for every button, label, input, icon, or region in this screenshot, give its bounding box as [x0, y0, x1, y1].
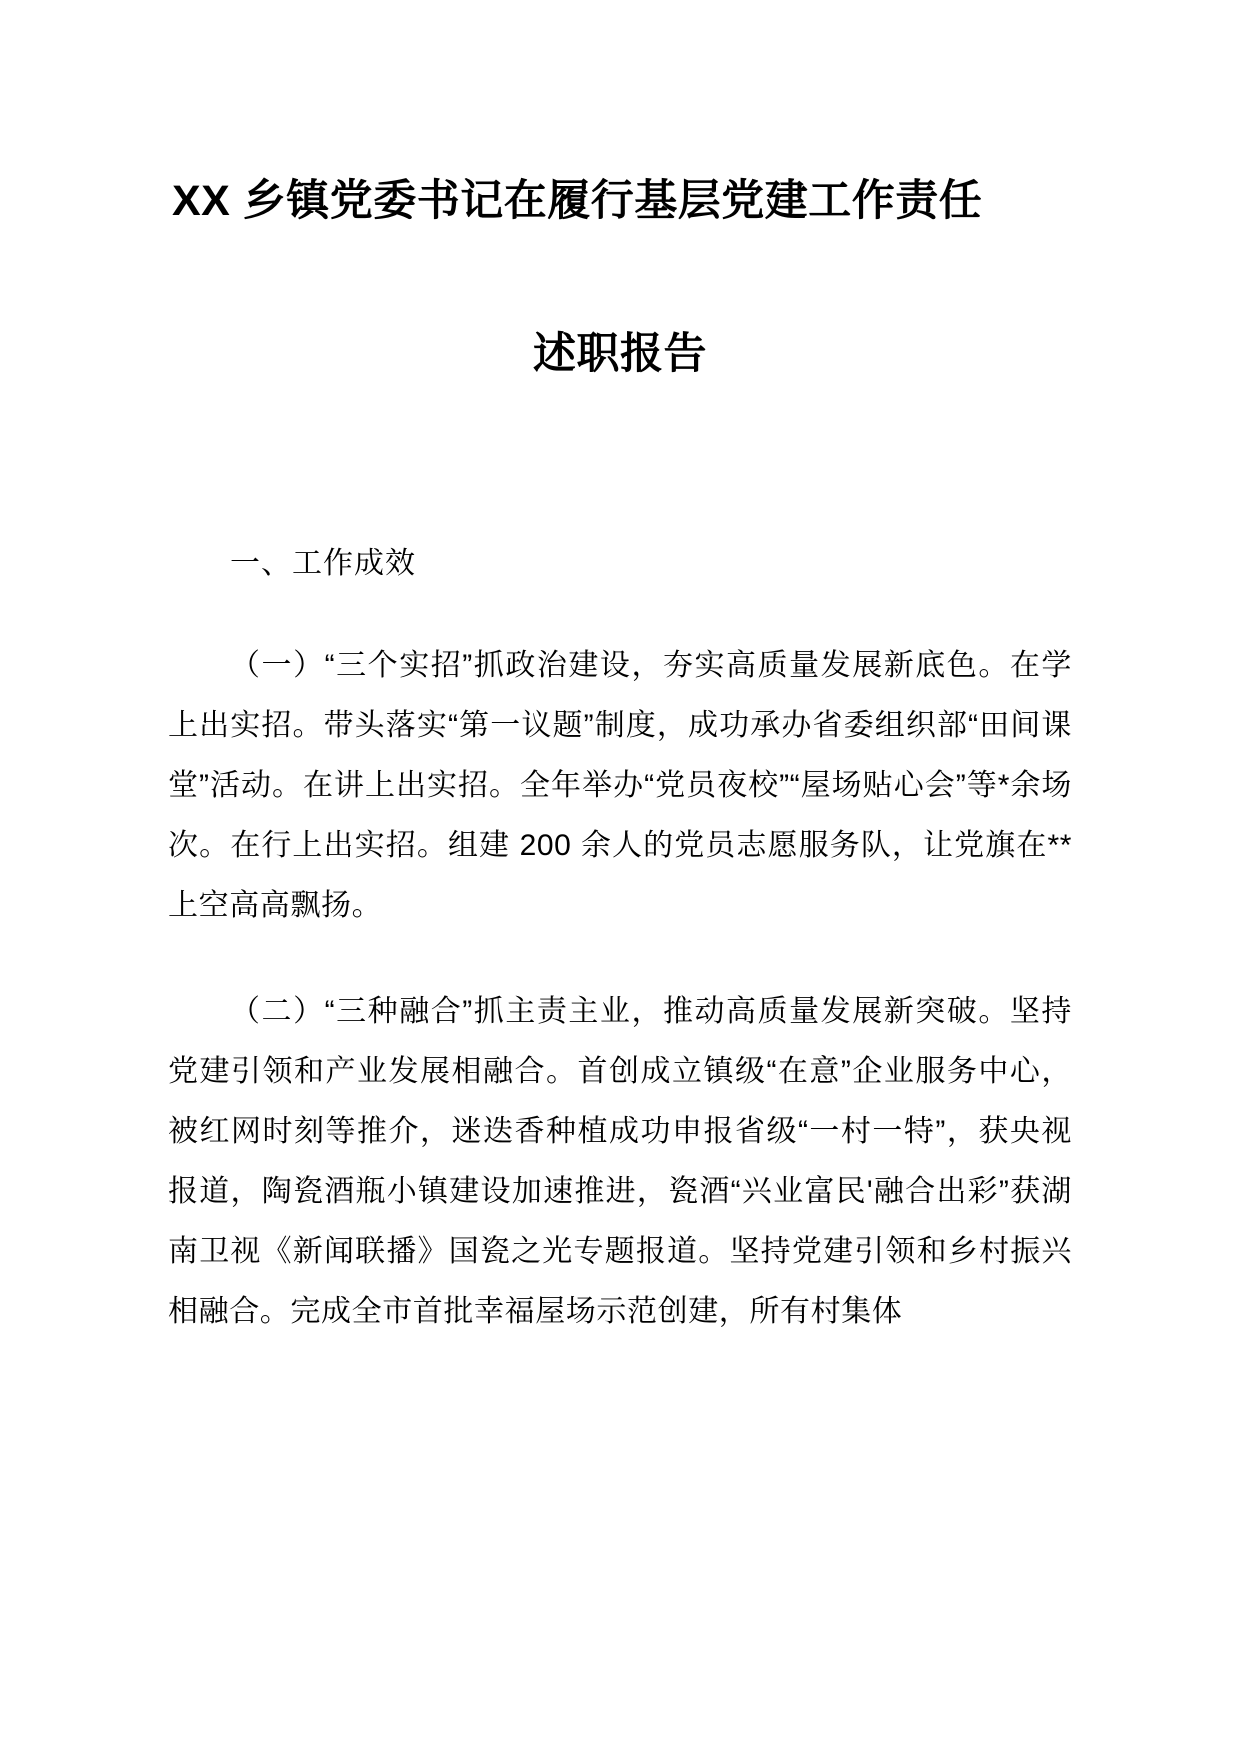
paragraph-one: （一）“三个实招”抓政治建设，夯实高质量发展新底色。在学上出实招。带头落实“第一议题”制度，成功承办省委组织部“田间课堂”活动。在讲上出实招。全年举办“党员夜校”“屋场贴心会”等*余场次。在行上出实招。组建 200 余人的党员志愿服务队，让党旗在**上空高高飘扬。 — [168, 649, 1072, 923]
document-title-line-2: 述职报告 — [533, 329, 707, 378]
document-title-line-1: XX 乡镇党委书记在履行基层党建工作责任 — [172, 177, 983, 225]
document-content — [168, 0, 1072, 1342]
paragraph-two: （二）“三种融合”抓主责主业，推动高质量发展新突破。坚持党建引领和产业发展相融合。首创成立镇级“在意”企业服务中心，被红网时刻等推介，迷迭香种植成功申报省级“一村一特”，获央视报道，陶瓷酒瓶小镇建设加速推进，瓷酒“兴业富民'融合出彩”获湖南卫视《新闻联播》国瓷之光专题报道。坚持党建引领和乡村振兴相融合。完成全市首批幸福屋场示范创建，所有村集体 — [168, 995, 1072, 1329]
section-heading-work-results: 一、工作成效 — [230, 547, 416, 581]
